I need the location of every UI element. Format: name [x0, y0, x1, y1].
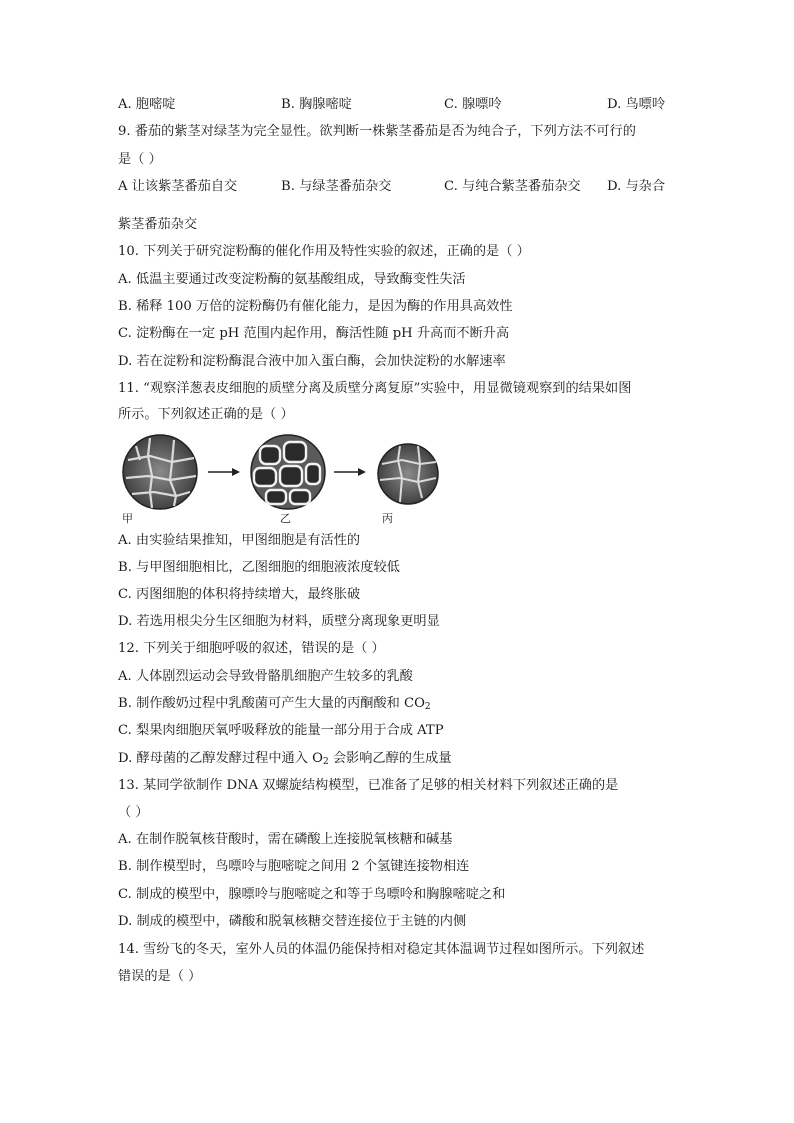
q8-options: [118, 96, 678, 114]
q13-option-d: D. 制成的模型中，磷酸和脱氧核糖交替连接位于主链的内侧: [118, 914, 467, 929]
q9-stem-line1: 9. 番茄的紫茎对绿茎为完全显性。欲判断一株紫茎番茄是否为纯合子，下列方法不可行的: [118, 124, 636, 139]
q12-option-c: C. 梨果肉细胞厌氧呼吸释放的能量一部分用于合成 ATP: [118, 723, 444, 738]
q13-option-c: C. 制成的模型中，腺嘌呤与胞嘧啶之和等于鸟嘌呤和胸腺嘧啶之和: [118, 887, 506, 902]
q12-option-b-text: B. 制作酸奶过程中乳酸菌可产生大量的丙酮酸和 CO: [118, 696, 425, 711]
cell-plasmolysis-figure: [120, 432, 440, 524]
arrow-icon: [208, 468, 240, 476]
q9-option-a: A 让该紫茎番茄自交: [118, 179, 238, 194]
q13-stem-line1: 13. 某同学欲制作 DNA 双螺旋结构模型，已准备了足够的相关材料下列叙述正确的是: [118, 778, 619, 793]
q9-options: [118, 178, 678, 196]
arrow-icon: [334, 468, 366, 476]
micrograph-bing: [378, 444, 438, 504]
figure-label-bing: 丙: [382, 512, 393, 525]
q12-option-b: [118, 695, 431, 713]
q14-stem-line1: 14. 雪纷飞的冬天，室外人员的体温仍能保持相对稳定其体温调节过程如图所示。下列叙述: [118, 942, 645, 957]
micrograph-yi: [251, 435, 325, 509]
q12-option-b-subscript: 2: [424, 702, 431, 712]
q9-option-c: C. 与纯合紫茎番茄杂交: [444, 179, 581, 194]
q9-option-b: B. 与绿茎番茄杂交: [281, 179, 392, 194]
q12-option-a: A. 人体剧烈运动会导致骨骼肌细胞产生较多的乳酸: [118, 669, 413, 684]
q12-option-d: [118, 750, 452, 768]
micrograph-jia: [123, 435, 197, 509]
q10-option-d: D. 若在淀粉和淀粉酶混合液中加入蛋白酶，会加快淀粉的水解速率: [118, 354, 506, 369]
q11-option-b: B. 与甲图细胞相比，乙图细胞的细胞液浓度较低: [118, 560, 400, 575]
q11-option-d: D. 若选用根尖分生区细胞为材料，质壁分离现象更明显: [118, 614, 440, 629]
q13-stem-line2: （ ）: [118, 805, 149, 820]
figure-label-yi: 乙: [280, 512, 291, 525]
q11-option-a: A. 由实验结果推知，甲图细胞是有活性的: [118, 533, 361, 548]
q9-option-d: D. 与杂合: [607, 179, 666, 194]
figure-label-jia: 甲: [122, 512, 133, 525]
q10-stem: 10. 下列关于研究淀粉酶的催化作用及特性实验的叙述，正确的是（ ）: [118, 244, 530, 259]
q9-option-d-continued: 紫茎番茄杂交: [118, 217, 198, 232]
q12-stem: 12. 下列关于细胞呼吸的叙述，错误的是（ ）: [118, 641, 385, 656]
q13-option-b: B. 制作模型时，鸟嘌呤与胞嘧啶之间用 2 个氢键连接物相连: [118, 859, 470, 874]
q14-stem-line2: 错误的是（ ）: [118, 969, 202, 984]
q12-option-d-text-end: 会影响乙醇的生成量: [328, 751, 452, 766]
q8-option-d: D. 鸟嘌呤: [607, 97, 666, 112]
q8-option-a: A. 胞嘧啶: [118, 97, 176, 112]
q11-stem-line1: 11. “观察洋葱表皮细胞的质壁分离及质壁分离复原”实验中，用显微镜观察到的结果如图: [118, 381, 632, 396]
q11-option-c: C. 丙图细胞的体积将持续增大，最终胀破: [118, 587, 361, 602]
q9-stem-line2: 是（ ）: [118, 152, 162, 167]
q11-stem-line2: 所示。下列叙述正确的是（ ）: [118, 407, 294, 422]
q12-option-d-text: D. 酵母菌的乙醇发酵过程中通入 O: [118, 751, 323, 766]
q10-option-a: A. 低温主要通过改变淀粉酶的氨基酸组成，导致酶变性失活: [118, 272, 466, 287]
q10-option-c: C. 淀粉酶在一定 pH 范围内起作用，酶活性随 pH 升高而不断升高: [118, 326, 510, 341]
q13-option-a: A. 在制作脱氧核苷酸时，需在磷酸上连接脱氧核糖和碱基: [118, 832, 453, 847]
q8-option-b: B. 胸腺嘧啶: [281, 97, 352, 112]
q8-option-c: C. 腺嘌呤: [444, 97, 502, 112]
q10-option-b: B. 稀释 100 万倍的淀粉酶仍有催化能力，是因为酶的作用具高效性: [118, 299, 513, 314]
q12-option-d-subscript: 2: [322, 757, 329, 767]
